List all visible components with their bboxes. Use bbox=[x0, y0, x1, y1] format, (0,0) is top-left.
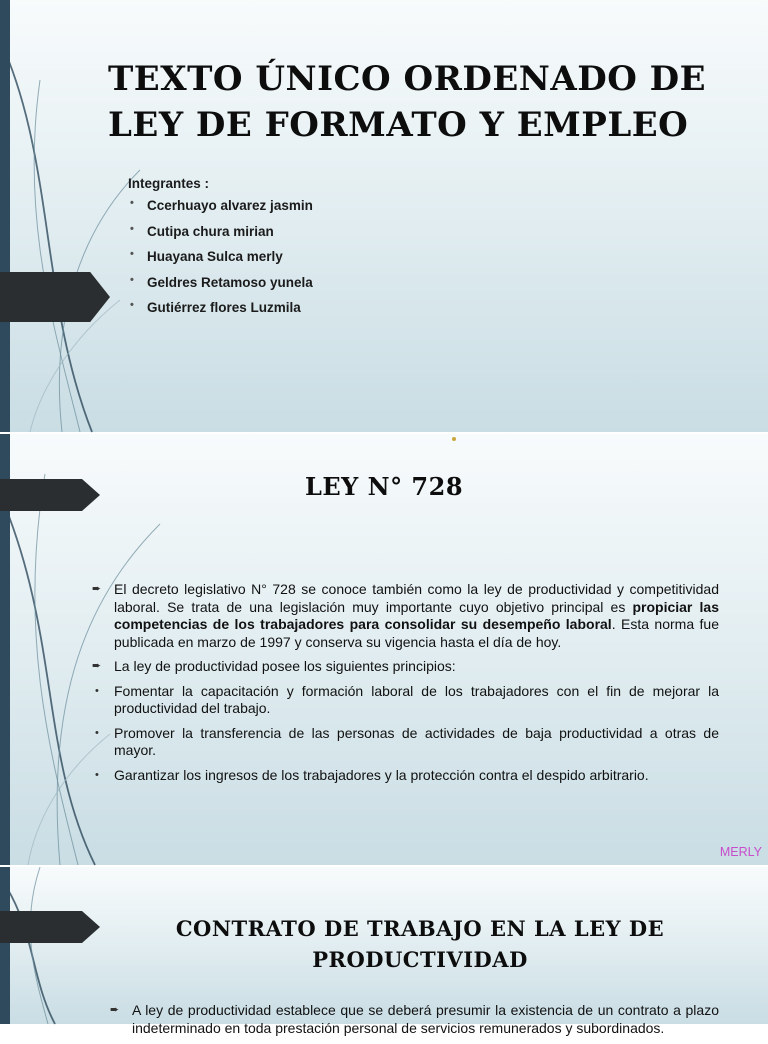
list-item: • Gutiérrez flores Luzmila bbox=[128, 300, 313, 326]
list-item bbox=[92, 767, 719, 785]
slide-2 bbox=[0, 434, 768, 865]
arrow-bullet-icon: ➨ bbox=[110, 1004, 120, 1016]
list-item bbox=[92, 658, 719, 676]
bullet-text: La ley de productividad posee los siguientes principios: bbox=[114, 658, 456, 674]
bullet-list bbox=[92, 581, 719, 784]
members-list bbox=[128, 198, 313, 326]
list-item: • Ccerhuayo alvarez jasmin bbox=[128, 198, 313, 224]
slide-3 bbox=[0, 867, 768, 1036]
slide-3-body bbox=[110, 1002, 719, 1044]
members-header: Integrantes : bbox=[128, 176, 210, 191]
list-item bbox=[92, 725, 719, 760]
author-label: MERLY bbox=[719, 845, 762, 859]
list-item: • Geldres Retamoso yunela bbox=[128, 275, 313, 301]
list-item bbox=[92, 683, 719, 718]
slide-3-title bbox=[160, 913, 680, 975]
decorative-curves bbox=[0, 867, 140, 1024]
bullet-text: El decreto legislativo N° 728 se conoce también como la ley de productividad y competitividad laboral. Se trata de una legislación muy importante cuyo objetivo principal es bbox=[114, 581, 719, 615]
bullet-text: Garantizar los ingresos de los trabajadores y la protección contra el despido arbitrario. bbox=[114, 766, 649, 783]
bullet-text: Promover la transferencia de las personas de actividades de baja productividad a otras de mayor. bbox=[114, 724, 719, 758]
dot-bullet-icon: • bbox=[95, 726, 99, 739]
title-line-2: PRODUCTIVIDAD bbox=[312, 947, 528, 972]
members-block bbox=[128, 176, 313, 326]
bullet-text: Fomentar la capacitación y formación laboral de los trabajadores con el fin de mejorar la productividad del trabajo. bbox=[114, 682, 719, 716]
slide-2-body bbox=[92, 581, 719, 791]
dot-bullet-icon: • bbox=[95, 684, 99, 697]
title-line-1: CONTRATO DE TRABAJO EN LA LEY DE bbox=[175, 916, 665, 941]
arrow-bullet-icon: ➨ bbox=[92, 583, 102, 595]
bullet-bold-text: propiciar las competencias de los trabajadores para consolidar su desempeño laboral bbox=[114, 598, 719, 632]
slide-2-title: LEY N° 728 bbox=[304, 472, 464, 501]
bullet-text: A ley de productividad establece que se deberá presumir la existencia de un contrato a plazo indeterminado en toda prestación personal de servicios remunerados y subordinados. bbox=[132, 1002, 719, 1036]
list-item bbox=[92, 581, 719, 651]
list-item bbox=[110, 1002, 719, 1037]
title-line-2: LEY DE FORMATO Y EMPLEO bbox=[108, 105, 689, 145]
slide-1-title bbox=[108, 56, 706, 148]
dot-bullet-icon: • bbox=[95, 768, 99, 781]
list-item: • Huayana Sulca merly bbox=[128, 249, 313, 275]
slide-1 bbox=[0, 0, 768, 432]
arrow-tab-icon bbox=[0, 911, 100, 943]
bullet-list bbox=[110, 1002, 719, 1037]
bullet-text: . Esta norma fue publicada en marzo de 1997 y conserva su vigencia hasta el día de hoy. bbox=[114, 616, 719, 650]
arrow-bullet-icon: ➨ bbox=[92, 660, 102, 672]
arrow-tab-icon bbox=[0, 272, 110, 322]
decorative-dot bbox=[452, 437, 456, 441]
list-item: • Cutipa chura mirian bbox=[128, 224, 313, 250]
title-line-1: TEXTO ÚNICO ORDENADO DE bbox=[108, 59, 707, 99]
